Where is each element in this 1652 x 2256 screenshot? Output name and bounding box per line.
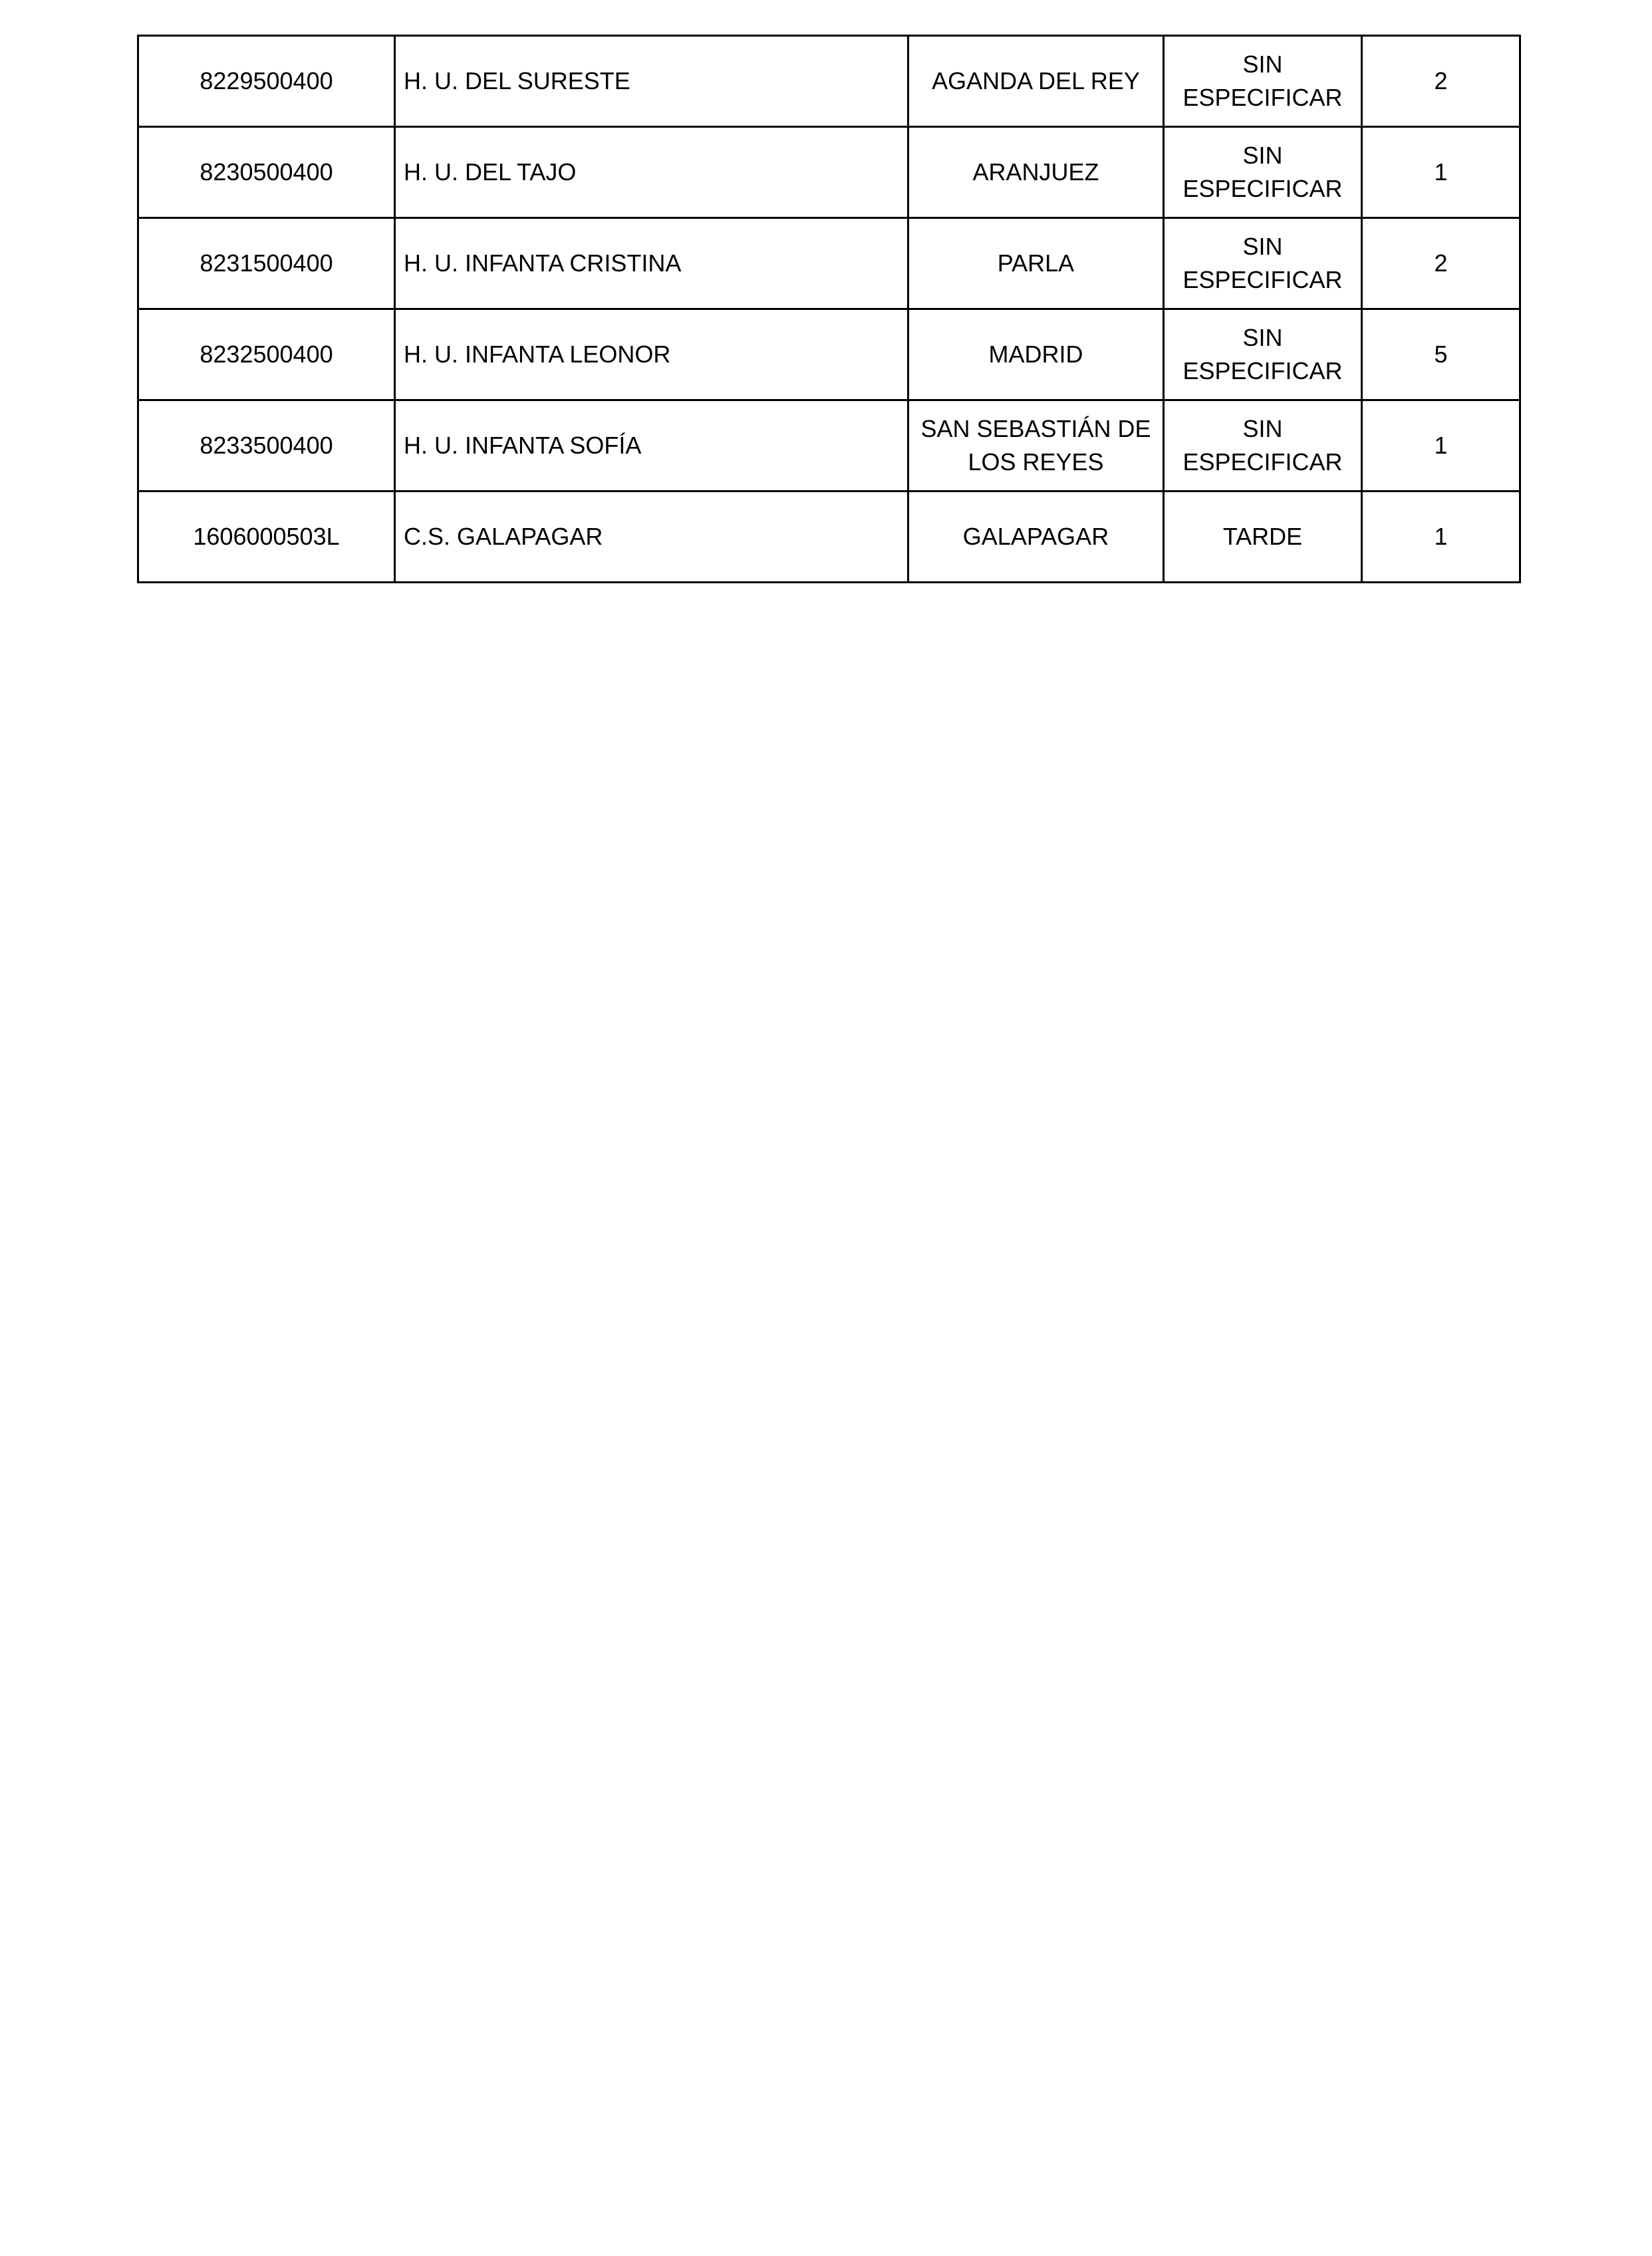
cell-locality: AGANDA DEL REY: [908, 36, 1164, 127]
cell-center: H. U. INFANTA SOFÍA: [395, 400, 908, 492]
cell-code: 1606000503L: [138, 492, 395, 583]
cell-locality: ARANJUEZ: [908, 127, 1164, 218]
cell-shift: SIN ESPECIFICAR: [1164, 127, 1362, 218]
cell-shift: SIN ESPECIFICAR: [1164, 400, 1362, 492]
cell-center: H. U. INFANTA LEONOR: [395, 309, 908, 400]
cell-code: 8230500400: [138, 127, 395, 218]
cell-locality: GALAPAGAR: [908, 492, 1164, 583]
cell-center: H. U. DEL TAJO: [395, 127, 908, 218]
cell-count: 5: [1362, 309, 1520, 400]
cell-shift: SIN ESPECIFICAR: [1164, 218, 1362, 309]
cell-shift: SIN ESPECIFICAR: [1164, 36, 1362, 127]
positions-table: [137, 35, 1521, 583]
cell-shift: SIN ESPECIFICAR: [1164, 309, 1362, 400]
table-row: [138, 127, 1520, 218]
table-row: [138, 218, 1520, 309]
cell-locality: SAN SEBASTIÁN DE LOS REYES: [908, 400, 1164, 492]
cell-center: H. U. DEL SURESTE: [395, 36, 908, 127]
table-row: [138, 309, 1520, 400]
cell-count: 1: [1362, 492, 1520, 583]
cell-count: 1: [1362, 127, 1520, 218]
table-row: [138, 36, 1520, 127]
cell-count: 2: [1362, 36, 1520, 127]
table-row: [138, 400, 1520, 492]
cell-center: C.S. GALAPAGAR: [395, 492, 908, 583]
cell-code: 8232500400: [138, 309, 395, 400]
cell-locality: PARLA: [908, 218, 1164, 309]
cell-code: 8231500400: [138, 218, 395, 309]
cell-count: 2: [1362, 218, 1520, 309]
cell-shift: TARDE: [1164, 492, 1362, 583]
cell-code: 8233500400: [138, 400, 395, 492]
cell-locality: MADRID: [908, 309, 1164, 400]
cell-code: 8229500400: [138, 36, 395, 127]
table-row: [138, 492, 1520, 583]
cell-count: 1: [1362, 400, 1520, 492]
cell-center: H. U. INFANTA CRISTINA: [395, 218, 908, 309]
